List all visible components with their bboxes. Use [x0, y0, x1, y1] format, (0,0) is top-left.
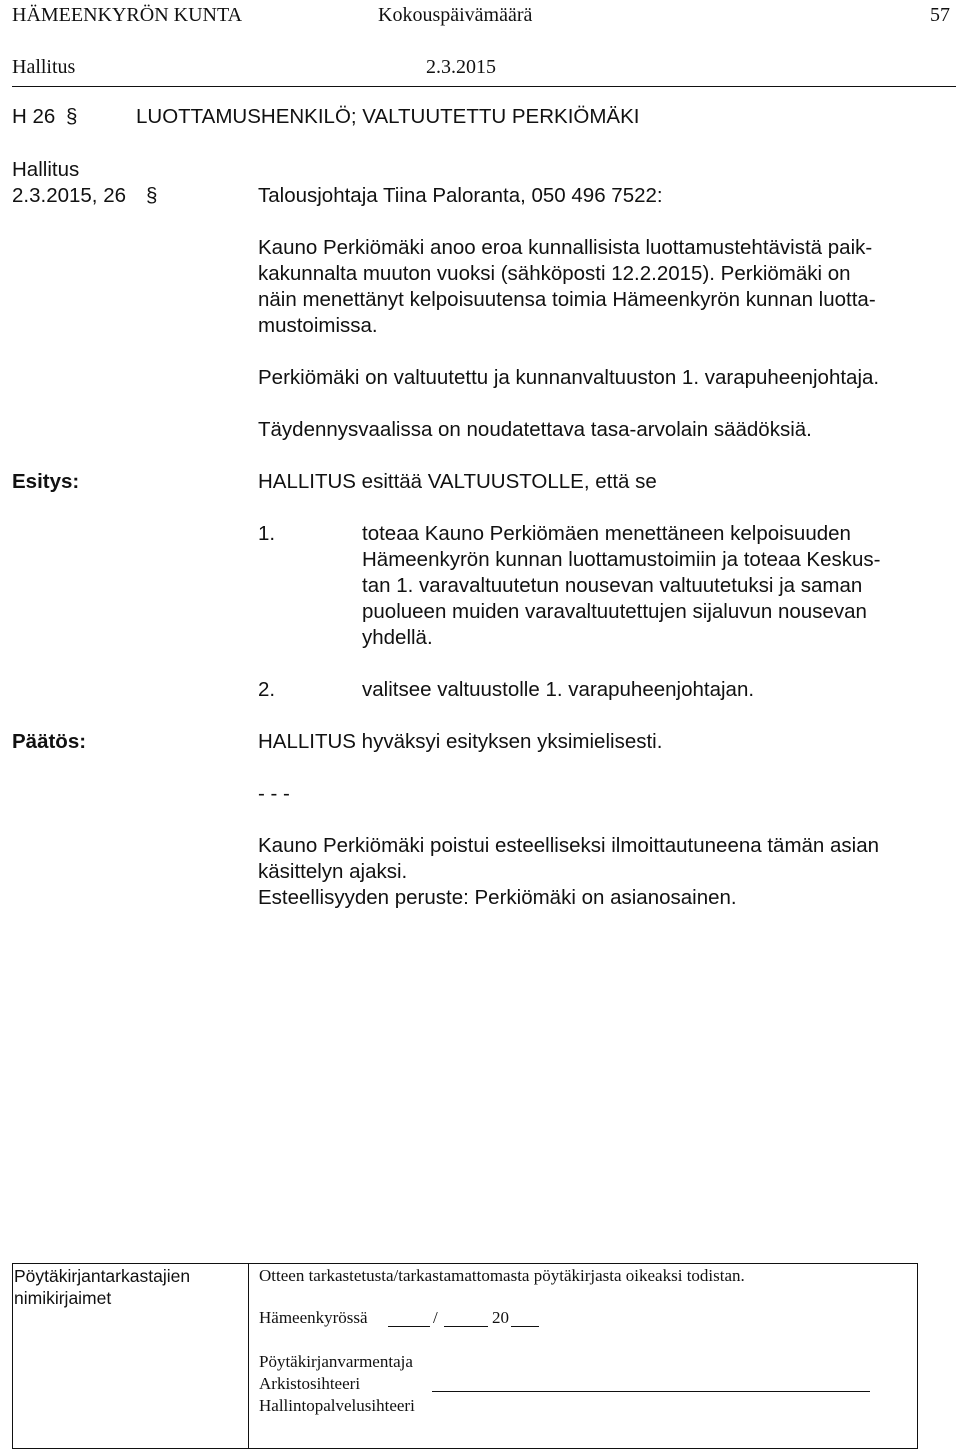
paragraph-equality: Täydennysvaalissa on noudatettava tasa-arvolain säädöksiä.	[258, 418, 812, 441]
section-number: H 26	[12, 105, 56, 128]
section-title: LUOTTAMUSHENKILÖ; VALTUUTETTU PERKIÖMÄKI	[136, 105, 640, 128]
meeting-ref: 2.3.2015, 26	[12, 184, 126, 207]
meeting-body: Hallitus	[12, 158, 80, 181]
footer-initials-label: nimikirjaimet	[14, 1288, 112, 1308]
header-rule	[12, 86, 956, 87]
month-blank	[444, 1326, 488, 1327]
proposal-item-line: tan 1. varavaltuutetun nousevan valtuutetuksi ja saman	[362, 574, 863, 597]
proposal-item-line: valitsee valtuustolle 1. varapuheenjohtajan.	[362, 678, 755, 701]
paragraph-line: Kauno Perkiömäki anoo eroa kunnallisista luottamustehtävistä paik-	[258, 236, 873, 259]
footer-place: Hämeenkyrössä	[259, 1308, 368, 1327]
paragraph-line: mustoimissa.	[258, 314, 378, 337]
footer-box	[12, 1263, 918, 1449]
footer-admin-secretary: Hallintopalvelusihteeri	[259, 1396, 415, 1415]
footer-divider	[248, 1263, 249, 1449]
separator: - - -	[258, 782, 290, 805]
paragraph-vice-chair: Perkiömäki on valtuutettu ja kunnanvaltuuston 1. varapuheenjohtaja.	[258, 366, 880, 389]
proposal-item-number: 1.	[258, 522, 276, 545]
footer-verifier: Pöytäkirjanvarmentaja	[259, 1352, 413, 1371]
proposal-item-line: yhdellä.	[362, 626, 433, 649]
meeting-symbol: §	[146, 184, 158, 207]
proposal-intro: HALLITUS esittää VALTUUSTOLLE, että se	[258, 470, 657, 493]
paragraph-line: kakunnalta muuton vuoksi (sähköposti 12.2.2015). Perkiömäki on	[258, 262, 851, 285]
year-blank	[511, 1326, 539, 1327]
footer-inspectors-label: Pöytäkirjantarkastajien	[14, 1266, 191, 1286]
footer-year-prefix: 20	[492, 1308, 509, 1327]
presenter: Talousjohtaja Tiina Paloranta, 050 496 7522:	[258, 184, 663, 207]
decision-label: Päätös:	[12, 730, 87, 753]
proposal-item-line: Hämeenkyrön kunnan luottamustoimiin ja toteaa Keskus-	[362, 548, 881, 571]
decision-note-line: Esteellisyyden peruste: Perkiömäki on asianosainen.	[258, 886, 737, 909]
paragraph-line: näin menettänyt kelpoisuutensa toimia Hämeenkyrön kunnan luotta-	[258, 288, 876, 311]
decision-note-line: käsittelyn ajaksi.	[258, 860, 408, 883]
document-type: Kokouspäivämäärä	[378, 4, 533, 26]
header-date: 2.3.2015	[426, 56, 496, 78]
proposal-item-line: toteaa Kauno Perkiömäen menettäneen kelpoisuuden	[362, 522, 851, 545]
section-symbol: §	[66, 105, 78, 128]
footer-slash: /	[433, 1308, 438, 1327]
day-blank	[388, 1326, 430, 1327]
decision-note-line: Kauno Perkiömäki poistui esteelliseksi ilmoittautuneena tämän asian	[258, 834, 880, 857]
proposal-item-number: 2.	[258, 678, 276, 701]
signature-line	[432, 1391, 870, 1392]
proposal-label: Esitys:	[12, 470, 80, 493]
page-number: 57	[930, 4, 950, 26]
municipality-name: HÄMEENKYRÖN KUNTA	[12, 4, 243, 26]
header-body: Hallitus	[12, 56, 76, 78]
footer-certification: Otteen tarkastetusta/tarkastamattomasta pöytäkirjasta oikeaksi todistan.	[259, 1266, 745, 1285]
proposal-item-line: puolueen muiden varavaltuutettujen sijaluvun nousevan	[362, 600, 867, 623]
footer-archive-secretary: Arkistosihteeri	[259, 1374, 361, 1393]
decision-text: HALLITUS hyväksyi esityksen yksimielisesti.	[258, 730, 663, 753]
